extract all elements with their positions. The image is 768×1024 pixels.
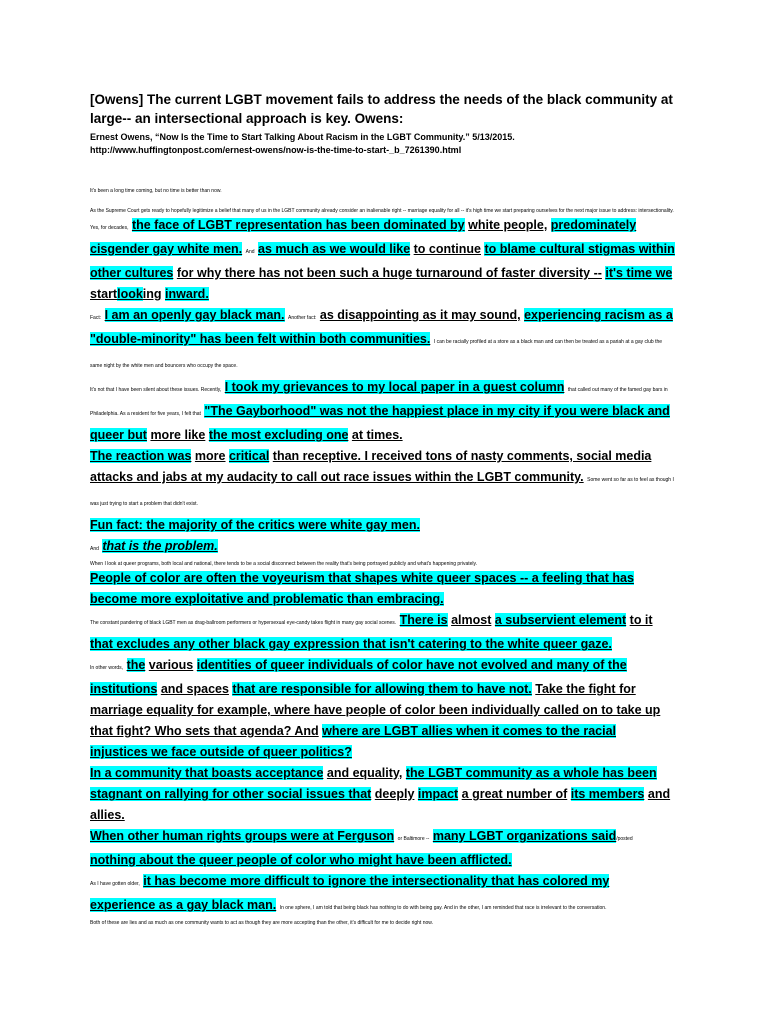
highlighted-text: as much as we would like: [258, 242, 411, 256]
small-text: And: [90, 546, 99, 552]
highlighted-text: I am an openly gay black man.: [104, 308, 285, 322]
small-text: The constant pandering of black LGBT men as drag-ballroom performers or hypersexual eye-candy takes flight in many gay social scenes.: [90, 620, 397, 626]
highlighted-text: it's time we: [605, 266, 673, 280]
paragraph-9: When I look at queer programs, both local and national, there tends to be a social disconnect between the reality that's being portrayed publicly and what's happening privately.: [90, 561, 478, 567]
paragraph-5: [90, 377, 675, 446]
paragraph-2: As the Supreme Court gets ready to hopefully legitimize a belief that many of us in the LGBT community already consider an inalienable right -- marriage equality for all -- it's high time we start preparing ourselves for the next major issue to address: intersectionality.: [90, 208, 674, 214]
highlighted-text: the: [126, 658, 146, 672]
paragraph-7: [90, 515, 675, 536]
paragraph-11: [90, 610, 675, 655]
small-text: Yes, for decades,: [90, 225, 129, 231]
paragraph-3: [90, 215, 675, 305]
highlighted-text: that are responsible for allowing them to have not.: [232, 682, 532, 696]
highlighted-text: I took my grievances to my local paper in a guest column: [224, 380, 565, 394]
underlined-text: as disappointing as it may sound,: [319, 308, 521, 322]
small-text: Some went so far as to feel as though I was just trying to start a problem that didn't exist.: [90, 477, 674, 507]
small-text: Another fact:: [288, 315, 317, 321]
highlighted-text: the face of LGBT representation has been dominated by: [131, 218, 465, 232]
highlighted-text: it has become more difficult to ignore the intersectionality that has colored my experience as a gay black man.: [90, 874, 610, 912]
paragraph-12: [90, 655, 675, 763]
underlined-text: and allies.: [90, 787, 671, 822]
underlined-text: than receptive. I received tons of nasty comments, social media attacks and jabs at my audacity to call out race issues within the LGBT community.: [90, 449, 652, 484]
underlined-text: deeply: [374, 787, 415, 801]
highlighted-text: its members: [570, 787, 645, 801]
highlighted-text: that excludes any other black gay expression that isn't catering to the white queer gaze.: [90, 637, 612, 651]
paragraph-1: It's been a long time coming, but no time is better than now.: [90, 188, 222, 194]
underlined-text: and spaces: [160, 682, 229, 696]
paragraph-6: [90, 446, 675, 515]
document-body: [90, 90, 675, 927]
underlined-text: ing: [142, 287, 162, 301]
highlighted-text: nothing about the queer people of color who might have been afflicted.: [90, 853, 512, 867]
highlighted-text: predominately cisgender gay white men.: [90, 218, 637, 256]
paragraph-10: [90, 568, 675, 610]
highlighted-text: where are LGBT allies when it comes to the racial injustices we face outside of queer politics?: [90, 724, 617, 759]
small-text: Fact:: [90, 315, 102, 321]
highlighted-text: In a community that boasts acceptance: [90, 766, 324, 780]
card-heading: [Owens] The current LGBT movement fails to address the needs of the black community at large-- an intersectional approach is key. Owens:: [90, 92, 673, 126]
citation: Ernest Owens, “Now Is the Time to Start Talking About Racism in the LGBT Community.” 5/13/2015. http://www.huffingtonpost.com/ernest-owens/now-is-the-time-to-start-_b_7261390.html: [90, 132, 515, 155]
paragraph-15: [90, 871, 675, 919]
small-text: /posted: [616, 836, 633, 842]
underlined-text: various: [148, 658, 194, 672]
highlighted-text: Fun fact: the majority of the critics were white gay men.: [90, 518, 420, 532]
small-text: that called out many of the famed gay bars in Philadelphia. As a resident for five years, I felt that: [90, 387, 668, 417]
small-text: In other words,: [90, 665, 124, 671]
highlighted-text: When other human rights groups were at Ferguson: [90, 829, 395, 843]
small-text: In one sphere, I am told that being black has nothing to do with being gay. And in the other, I am reminded that race is irrelevant to the conversation.: [279, 905, 607, 911]
small-text: It's not that I have been silent about these issues. Recently,: [90, 387, 222, 393]
highlighted-text: impact: [417, 787, 459, 801]
underlined-text: for why there has not been such a huge turnaround of faster diversity --: [176, 266, 602, 280]
highlighted-text: experiencing racism as a "double-minority" has been felt within both communities.: [90, 308, 673, 346]
highlighted-text: identities of queer individuals of color have not evolved and many of the institutions: [90, 658, 627, 696]
highlighted-text: a subservient element: [494, 613, 627, 627]
highlighted-text: "The Gayborhood" was not the happiest place in my city if you were black and queer but: [90, 404, 670, 442]
highlighted-text: There is: [399, 613, 448, 627]
paragraph-8: [90, 536, 675, 560]
highlighted-text: that is the problem.: [102, 539, 218, 553]
highlighted-text: look: [117, 287, 143, 301]
small-text: or Baltimore --: [397, 836, 430, 842]
underlined-text: start: [90, 287, 118, 301]
highlighted-text: to blame cultural stigmas within other cultures: [90, 242, 675, 280]
highlighted-text: many LGBT organizations said: [432, 829, 617, 843]
paragraph-14: [90, 826, 675, 871]
underlined-text: more: [194, 449, 226, 463]
underlined-text: almost: [451, 613, 492, 627]
paragraph-16: Both of these are lies and as much as one community wants to act as though they are more accepting than the other, it's difficult for me to decide right now.: [90, 920, 433, 926]
small-text: I can be racially profiled at a store as a black man and can then be treated as a pariah at a gay club the same night by the white men and bouncers who occupy the space.: [90, 339, 663, 369]
highlighted-text: inward.: [165, 287, 209, 301]
paragraph-4: [90, 305, 675, 377]
underlined-text: Take the fight for marriage equality for example, where have people of color been individually called on to take up that fight? Who sets that agenda? And: [90, 682, 661, 738]
underlined-text: to continue: [413, 242, 481, 256]
paragraph-13: [90, 763, 675, 826]
highlighted-text: People of color are often the voyeurism that shapes white queer spaces -- a feeling that has become more exploitative and problematic than embracing.: [90, 571, 634, 606]
underlined-text: and equality,: [326, 766, 403, 780]
underlined-text: at times.: [351, 428, 403, 442]
highlighted-text: critical: [228, 449, 270, 463]
underlined-text: more like: [150, 428, 206, 442]
highlighted-text: the LGBT community as a whole has been stagnant on rallying for other social issues that: [90, 766, 657, 801]
highlighted-text: the most excluding one: [208, 428, 349, 442]
underlined-text: to it: [629, 613, 653, 627]
underlined-text: white people,: [468, 218, 548, 232]
underlined-text: a great number of: [461, 787, 568, 801]
small-text: And: [245, 249, 255, 255]
small-text: As I have gotten older,: [90, 881, 140, 887]
highlighted-text: The reaction was: [90, 449, 192, 463]
